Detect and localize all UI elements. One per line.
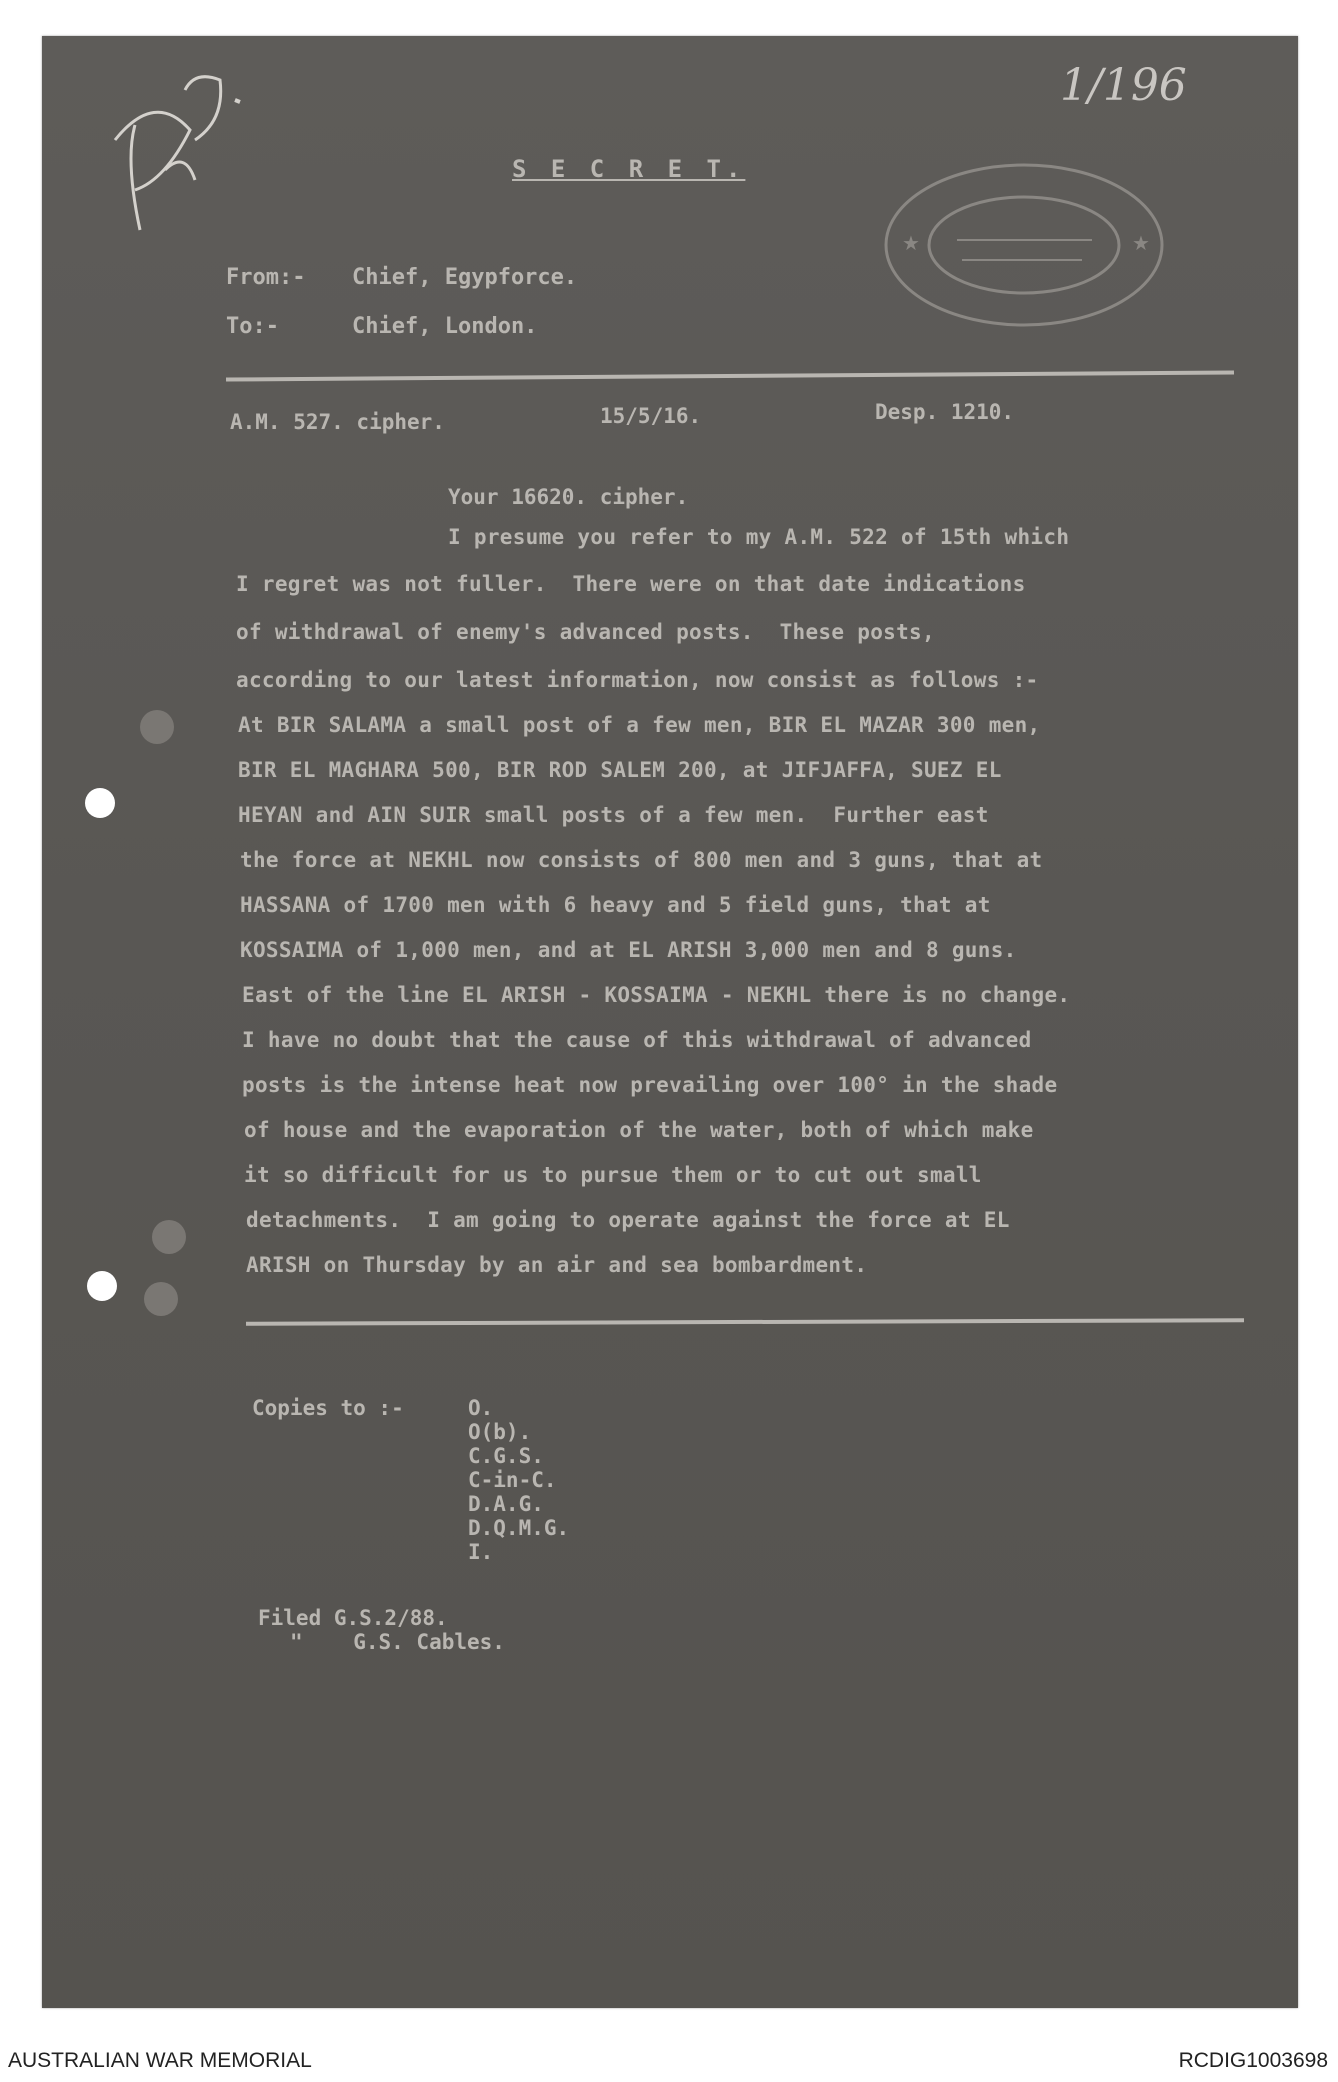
punch-hole xyxy=(85,788,115,818)
body-line: of withdrawal of enemy's advanced posts. These posts, xyxy=(236,620,935,644)
filed-line: " G.S. Cables. xyxy=(290,1630,505,1654)
body-line: KOSSAIMA of 1,000 men, and at EL ARISH 3,000 men and 8 guns. xyxy=(240,938,1017,962)
binder-mark xyxy=(152,1220,186,1254)
despatch-number: Desp. 1210. xyxy=(875,400,1015,424)
footer-right: RCDIG1003698 xyxy=(1178,2049,1328,2072)
body-line: according to our latest information, now consist as follows :- xyxy=(236,668,1039,692)
binder-mark xyxy=(144,1282,178,1316)
footer-left: AUSTRALIAN WAR MEMORIAL xyxy=(8,2049,312,2072)
body-line: the force at NEKHL now consists of 800 men and 3 guns, that at xyxy=(240,848,1043,872)
copy-recipient: D.A.G. xyxy=(468,1492,544,1516)
received-stamp xyxy=(882,160,1167,330)
body-line: HEYAN and AIN SUIR small posts of a few men. Further east xyxy=(238,803,989,827)
copy-recipient: O. xyxy=(468,1396,494,1420)
body-line: ARISH on Thursday by an air and sea bombardment. xyxy=(246,1253,868,1277)
security-heading: S E C R E T. xyxy=(512,155,746,183)
handwritten-doc-number: 1/196 xyxy=(1060,60,1187,111)
copy-recipient: C-in-C. xyxy=(468,1468,557,1492)
message-date: 15/5/16. xyxy=(600,404,702,428)
body-line: it so difficult for us to pursue them or to cut out small xyxy=(244,1163,982,1187)
filed-line: Filed G.S.2/88. xyxy=(258,1606,448,1630)
svg-text:★: ★ xyxy=(1132,231,1150,255)
body-line: I presume you refer to my A.M. 522 of 15th which xyxy=(448,525,1070,549)
from-label: From:- xyxy=(226,265,306,290)
subject-line: Your 16620. cipher. xyxy=(448,485,689,509)
to-label: To:- xyxy=(226,314,279,339)
copies-label: Copies to :- xyxy=(252,1396,404,1420)
handwritten-initials xyxy=(95,30,265,250)
body-line: East of the line EL ARISH - KOSSAIMA - NEKHL there is no change. xyxy=(242,983,1071,1007)
punch-hole xyxy=(87,1271,117,1301)
copy-recipient: C.G.S. xyxy=(468,1444,544,1468)
body-line: At BIR SALAMA a small post of a few men, BIR EL MAZAR 300 men, xyxy=(238,713,1041,737)
body-line: of house and the evaporation of the water, both of which make xyxy=(244,1118,1034,1142)
copy-recipient: D.Q.M.G. xyxy=(468,1516,570,1540)
body-line: posts is the intense heat now prevailing over 100° in the shade xyxy=(242,1073,1058,1097)
from-value: Chief, Egypforce. xyxy=(352,265,578,290)
svg-text:★: ★ xyxy=(902,231,920,255)
body-line: detachments. I am going to operate against the force at EL xyxy=(246,1208,1010,1232)
body-line: HASSANA of 1700 men with 6 heavy and 5 field guns, that at xyxy=(240,893,991,917)
body-line: I have no doubt that the cause of this withdrawal of advanced xyxy=(242,1028,1032,1052)
copy-recipient: I. xyxy=(468,1540,494,1564)
copy-recipient: O(b). xyxy=(468,1420,532,1444)
to-value: Chief, London. xyxy=(352,314,538,339)
binder-mark xyxy=(140,710,174,744)
body-line: BIR EL MAGHARA 500, BIR ROD SALEM 200, at JIFJAFFA, SUEZ EL xyxy=(238,758,1002,782)
message-reference: A.M. 527. cipher. xyxy=(230,410,445,434)
body-line: I regret was not fuller. There were on that date indications xyxy=(236,572,1026,596)
